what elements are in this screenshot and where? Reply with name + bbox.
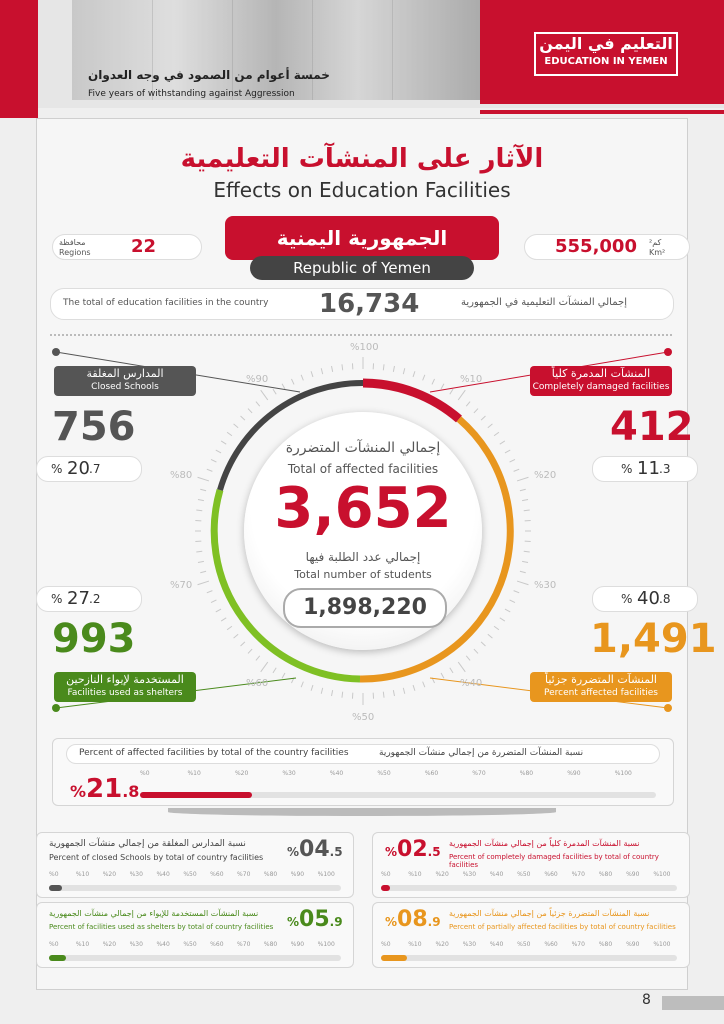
closed-schools-label-box — [54, 366, 196, 396]
tick-label: %30 — [129, 871, 143, 878]
destroyed-pct-main: 11 — [637, 458, 660, 479]
ring-tick — [261, 662, 268, 672]
partial-percent-readout: %08.9 — [385, 907, 441, 932]
tick-label: %80 — [598, 871, 613, 878]
connector-dot-shelters — [52, 704, 60, 712]
closed-bar-fill — [49, 885, 62, 891]
ring-tick — [234, 424, 239, 428]
tick-label: %20 — [102, 871, 117, 878]
shelters-label-box — [54, 672, 196, 702]
ring-tick — [301, 682, 303, 688]
ring-tick — [200, 489, 206, 490]
tick-label: %60 — [210, 941, 224, 948]
ring-tick — [517, 581, 528, 585]
tick-label: %40 — [156, 871, 170, 878]
total-facilities-label-ar: إجمالي المنشآت التعليمية في الجمهورية — [461, 297, 627, 308]
ring-tick — [207, 591, 213, 593]
ring-tick — [494, 432, 499, 436]
ring-tick — [256, 656, 260, 661]
tick-label: %20 — [435, 871, 449, 878]
shelters-pct-pill: % 27 .2 — [36, 586, 142, 612]
shelters-label-en: Facilities used as shelters — [67, 688, 183, 698]
students-total-label-en: Total number of students — [294, 568, 432, 581]
area-value: 555,000 — [555, 236, 637, 257]
connector-dot-closed — [52, 348, 60, 356]
page-number: 8 — [642, 992, 651, 1008]
tick-label: %10 — [75, 941, 90, 948]
ring-tick — [481, 642, 485, 646]
tick-label: %50 — [517, 871, 531, 878]
destroyed-bar-track — [381, 885, 677, 891]
ring-tick — [342, 692, 343, 698]
tick-label: %90 — [290, 941, 305, 948]
regions-label-en: Regions — [59, 248, 91, 257]
tick-label: %20 — [435, 941, 449, 948]
regions-label-ar: محافظة — [59, 238, 86, 247]
ring-tick — [403, 368, 404, 374]
ring-tick — [522, 500, 528, 501]
shelters-percent-label-ar: نسبة المنشآت المستخدمة للإيواء من إجمالي منشآت الجمهورية — [49, 909, 259, 918]
destroyed-label-ar: المنشآت المدمرة كلياً — [551, 367, 651, 380]
tick-label: %40 — [489, 871, 504, 878]
ring-tick — [227, 432, 232, 436]
ring-tick — [273, 389, 276, 394]
affected-tick-row — [140, 770, 656, 778]
ring-tick — [383, 692, 384, 698]
partial-label-en: Percent affected facilities — [544, 688, 658, 698]
tick-label: %80 — [263, 941, 278, 948]
tick-label: %20 — [234, 770, 249, 777]
ring-tick — [282, 384, 285, 389]
closed-value: 756 — [52, 404, 136, 450]
shelters-percent-readout: %05.9 — [287, 907, 343, 932]
destroyed-label-en: Completely damaged facilities — [532, 382, 670, 392]
tick-label: %90 — [626, 941, 640, 948]
ring-tick — [211, 600, 216, 603]
ring-tick — [234, 634, 239, 638]
destroyed-bar-fill — [381, 885, 390, 891]
ring-tick — [198, 561, 204, 562]
tick-label: %70 — [571, 871, 585, 878]
ring-tick — [321, 688, 322, 694]
students-total-value: 1,898,220 — [283, 588, 447, 628]
partial-value: 1,491 — [590, 616, 717, 662]
tick-label: %10 — [75, 871, 90, 878]
destroyed-percent-label-ar: نسبة المنشآت المدمرة كلياً من إجمالي منشآت الجمهورية — [449, 839, 640, 848]
tick-label: %30 — [282, 770, 296, 777]
ring-tick — [474, 409, 478, 413]
shelters-pct-dec: .2 — [89, 592, 101, 606]
tick-label: %50 — [377, 770, 391, 777]
closed-pct-dec: .7 — [89, 462, 101, 476]
ring-tick — [510, 600, 515, 603]
ring-tick — [321, 368, 322, 374]
ring-tick — [332, 366, 333, 372]
closed-pct-pill: % 20 .7 — [36, 456, 142, 482]
ring-tick — [474, 649, 478, 653]
ring-tick — [494, 626, 499, 630]
destroyed-pct-pill: % 11 .3 — [592, 456, 698, 482]
country-name-english: Republic of Yemen — [250, 256, 474, 280]
tick-label: %80 — [263, 871, 278, 878]
destroyed-small-pct-dec: .5 — [427, 845, 441, 859]
affected-percent-readout: %21.8 — [70, 774, 140, 804]
partial-tick-row — [381, 941, 677, 949]
ring-tick — [241, 416, 245, 420]
ring-tick — [248, 409, 252, 413]
ring-tick — [301, 375, 303, 381]
ring-tick — [441, 673, 444, 678]
ring-tick — [458, 662, 465, 672]
tick-label: %60 — [424, 770, 439, 777]
destroyed-tick-row — [381, 871, 677, 879]
tick-label: %40 — [329, 770, 344, 777]
ring-tick — [342, 364, 343, 370]
tick-label: %0 — [140, 770, 150, 777]
tick-label: %20 — [102, 941, 117, 948]
destroyed-pct-dec: .3 — [659, 462, 671, 476]
affected-total-label-en: Total of affected facilities — [287, 462, 439, 476]
ring-tick — [514, 591, 520, 593]
partial-percent-label-en: Percent of partially affected facilities by total of country facilities — [449, 923, 676, 931]
tick-label: %10 — [187, 770, 201, 777]
tick-label: %80 — [598, 941, 613, 948]
logo-english: EDUCATION IN YEMEN — [544, 56, 668, 67]
ring-tick — [393, 366, 394, 372]
destroyed-percent-panel — [372, 832, 690, 898]
ring-tick — [221, 618, 226, 621]
ring-tick — [248, 649, 252, 653]
ring-tick — [332, 690, 333, 696]
area-unit-ar: كم² — [649, 238, 662, 247]
tagline-arabic: خمسة أعوام من الصمود في وجه العدوان — [88, 68, 330, 82]
ring-tick — [520, 489, 526, 490]
tick-label: %30 — [462, 941, 477, 948]
ring-tick — [488, 424, 493, 428]
tick-label: %0 — [49, 941, 59, 948]
ring-label-60: %60 — [246, 678, 269, 689]
tick-label: %0 — [381, 871, 391, 878]
shelters-label-ar: المستخدمة لإيواء النازحين — [66, 673, 184, 686]
ring-tick — [432, 379, 435, 384]
ring-tick — [403, 688, 404, 694]
ring-label-10: %10 — [460, 374, 483, 385]
connector-dot-partial — [664, 704, 672, 712]
closed-label-en: Closed Schools — [91, 382, 159, 392]
partial-pct-dec: .8 — [659, 592, 671, 606]
ring-label-40: %40 — [460, 678, 483, 689]
ring-tick — [198, 477, 209, 481]
ring-tick — [488, 634, 493, 638]
tick-label: %50 — [183, 941, 197, 948]
ring-label-20: %20 — [534, 470, 557, 481]
panel-shadow — [168, 808, 556, 816]
ring-label-100: %100 — [350, 342, 379, 353]
partial-percent-panel — [372, 902, 690, 968]
ring-tick — [450, 668, 453, 673]
ring-tick — [423, 682, 425, 688]
partial-pct-main: 40 — [637, 588, 660, 609]
tick-label: %100 — [653, 941, 671, 948]
affected-bar-fill — [140, 792, 252, 798]
ring-tick — [216, 609, 221, 612]
ring-tick — [413, 685, 415, 691]
destroyed-percent-label-en: Percent of completely damaged facilities by total of country facilities — [449, 853, 659, 869]
destroyed-small-pct-main: 02 — [397, 837, 428, 862]
shelters-tick-row — [49, 941, 341, 949]
ring-tick — [522, 561, 528, 562]
ring-label-90: %90 — [246, 374, 269, 385]
total-facilities-value: 16,734 — [319, 289, 420, 319]
tick-label: %70 — [237, 871, 251, 878]
ring-tick — [261, 390, 268, 400]
tick-label: %0 — [381, 941, 391, 948]
shelters-pct-main: 27 — [67, 588, 90, 609]
closed-pct-main: 20 — [67, 458, 90, 479]
ring-tick — [517, 477, 528, 481]
affected-bar-track — [140, 792, 656, 798]
ring-tick — [524, 510, 530, 511]
ring-tick — [413, 371, 415, 377]
shelters-percent-label-en: Percent of facilities used as shelters by total of country facilities — [49, 923, 274, 931]
partial-bar-fill — [381, 955, 407, 961]
ring-tick — [441, 384, 444, 389]
ring-tick — [256, 402, 260, 407]
tick-label: %100 — [317, 871, 335, 878]
shelters-small-pct-dec: .9 — [329, 915, 343, 929]
affected-total-label-ar: إجمالي المنشآت المتضررة — [285, 440, 441, 456]
partial-small-pct-main: 08 — [397, 907, 428, 932]
ring-tick — [481, 416, 485, 420]
ring-tick — [466, 656, 470, 661]
ring-tick — [520, 571, 526, 572]
ring-tick — [198, 581, 209, 585]
ring-tick — [196, 510, 202, 511]
affected-percent-label-pill — [66, 744, 660, 764]
page-title-arabic: الآثار على المنشآت التعليمية — [180, 144, 544, 174]
country-name-arabic: الجمهورية اليمنية — [225, 216, 499, 260]
shelters-percent-panel — [36, 902, 354, 968]
closed-bar-track — [49, 885, 341, 891]
tick-label: %50 — [183, 871, 197, 878]
ring-tick — [227, 626, 232, 630]
partial-bar-track — [381, 955, 677, 961]
ring-tick — [500, 618, 505, 621]
tick-label: %100 — [317, 941, 335, 948]
closed-small-pct-main: 04 — [299, 837, 330, 862]
ring-tick — [458, 390, 465, 400]
tick-label: %70 — [571, 941, 585, 948]
ring-tick — [505, 609, 510, 612]
tick-label: %60 — [544, 941, 558, 948]
tick-label: %10 — [408, 941, 422, 948]
tagline-english: Five years of withstanding against Aggression — [88, 89, 295, 99]
tick-label: %50 — [517, 941, 531, 948]
page-number-bar — [662, 996, 724, 1010]
partial-pct-pill: % 40 .8 — [592, 586, 698, 612]
tick-label: %90 — [626, 871, 640, 878]
shelters-value: 993 — [52, 616, 136, 662]
ring-tick — [450, 389, 453, 394]
area-unit-en: Km² — [649, 248, 666, 257]
tick-label: %30 — [129, 941, 143, 948]
partial-small-pct-dec: .9 — [427, 915, 441, 929]
ring-label-30: %30 — [534, 580, 557, 591]
ring-tick — [241, 642, 245, 646]
shelters-bar-fill — [49, 955, 66, 961]
tick-label: %10 — [408, 871, 422, 878]
tick-label: %80 — [519, 770, 534, 777]
partial-label-box — [530, 672, 672, 702]
ring-tick — [291, 379, 294, 384]
partial-percent-label-ar: نسبة المنشآت المتضررة جزئياً من إجمالي منشآت الجمهورية — [449, 909, 650, 918]
destroyed-percent-readout: %02.5 — [385, 837, 441, 862]
destroyed-label-box — [530, 366, 672, 396]
ring-tick — [207, 469, 213, 471]
closed-percent-panel — [36, 832, 354, 898]
tick-label: %100 — [653, 871, 671, 878]
ring-tick — [423, 375, 425, 381]
closed-percent-readout: %04.5 — [287, 837, 343, 862]
tick-label: %60 — [544, 871, 558, 878]
closed-small-pct-dec: .5 — [329, 845, 343, 859]
tick-label: %90 — [567, 770, 581, 777]
tick-label: %40 — [156, 941, 170, 948]
ring-tick — [383, 364, 384, 370]
closed-percent-label-en: Percent of closed Schools by total of country facilities — [49, 853, 264, 862]
ring-tick — [466, 402, 470, 407]
ring-tick — [282, 673, 285, 678]
ring-label-70: %70 — [170, 580, 193, 591]
tick-label: %70 — [472, 770, 486, 777]
regions-value: 22 — [131, 236, 157, 257]
closed-percent-label-ar: نسبة المدارس المغلقة من إجمالي منشآت الجمهورية — [49, 839, 246, 849]
tick-label: %60 — [210, 871, 224, 878]
ring-label-50: %50 — [352, 712, 375, 723]
tick-label: %70 — [237, 941, 251, 948]
shelters-bar-track — [49, 955, 341, 961]
destroyed-value: 412 — [610, 404, 694, 450]
ring-tick — [524, 551, 530, 552]
tick-label: %40 — [489, 941, 504, 948]
partial-label-ar: المنشآت المتضررة جزئياً — [545, 673, 657, 686]
ring-tick — [393, 690, 394, 696]
page-title-english: Effects on Education Facilities — [213, 178, 511, 202]
ring-tick — [200, 571, 206, 572]
affected-pct-main: 21 — [86, 774, 123, 804]
affected-percent-label-en: Percent of affected facilities by total of the country facilities — [79, 748, 349, 758]
students-total-label-ar: إجمالي عدد الطلبة فيها — [305, 550, 421, 564]
total-facilities-label-en: The total of education facilities in the country — [63, 298, 269, 308]
affected-pct-dec: .8 — [122, 782, 140, 801]
shelters-small-pct-main: 05 — [299, 907, 330, 932]
ring-tick — [198, 500, 204, 501]
tick-label: %100 — [614, 770, 632, 777]
ring-label-80: %80 — [170, 470, 193, 481]
ring-tick — [514, 469, 520, 471]
logo-arabic: التعليم في اليمن — [539, 34, 673, 53]
ring-tick — [311, 371, 313, 377]
closed-tick-row — [49, 871, 341, 879]
tick-label: %0 — [49, 871, 59, 878]
ring-tick — [273, 668, 276, 673]
affected-percent-label-ar: نسبة المنشآت المتضررة من إجمالي منشآت الجمهورية — [379, 748, 584, 758]
connector-dot-destroyed — [664, 348, 672, 356]
tick-label: %30 — [462, 871, 477, 878]
ring-tick — [311, 685, 313, 691]
tick-label: %90 — [290, 871, 305, 878]
ring-tick — [196, 551, 202, 552]
closed-label-ar: المدارس المغلقة — [86, 367, 164, 380]
affected-total-value: 3,652 — [274, 476, 452, 541]
